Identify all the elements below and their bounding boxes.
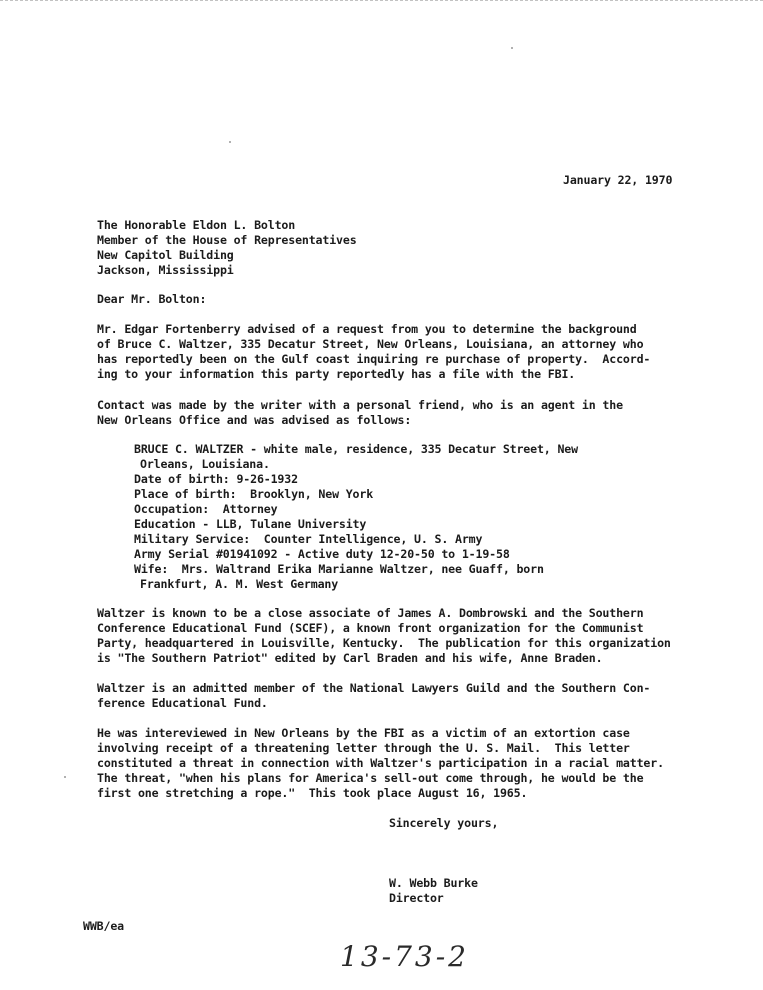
paragraph-line: New Orleans Office and was advised as follows: (97, 413, 412, 427)
paragraph-line: Party, headquartered in Louisville, Kentucky. The publication for this organization (97, 636, 671, 650)
address-line: Member of the House of Representatives (97, 233, 357, 247)
typist-initials: WWB/ea (83, 919, 124, 933)
record-line: Occupation: Attorney (134, 502, 278, 516)
paragraph-line: Waltzer is an admitted member of the National Lawyers Guild and the Southern Con- (97, 681, 651, 695)
address-line: Jackson, Mississippi (97, 263, 234, 277)
paragraph-line: first one stretching a rope." This took place August 16, 1965. (97, 786, 528, 800)
record-line: BRUCE C. WALTZER - white male, residence, 335 Decatur Street, New (134, 442, 578, 456)
paragraph-line: He was intereviewed in New Orleans by the FBI as a victim of an extortion case (97, 726, 630, 740)
paragraph-line: constituted a threat in connection with Waltzer's participation in a racial matter. (97, 756, 664, 770)
record-line: Wife: Mrs. Waltrand Erika Marianne Waltzer, nee Guaff, born (134, 562, 544, 576)
paragraph-line: ing to your information this party reportedly has a file with the FBI. (97, 367, 576, 381)
record-line: Place of birth: Brooklyn, New York (134, 487, 374, 501)
paragraph-line: Waltzer is known to be a close associate of James A. Dombrowski and the Southern (97, 606, 644, 620)
handwritten-file-number: 13-73-2 (340, 940, 469, 973)
page-top-edge (0, 0, 763, 4)
paragraph-line: is "The Southern Patriot" edited by Carl Braden and his wife, Anne Braden. (97, 651, 603, 665)
record-line: Military Service: Counter Intelligence, U. S. Army (134, 532, 483, 546)
scan-speck (511, 47, 513, 49)
record-line: Date of birth: 9-26-1932 (134, 472, 298, 486)
paragraph-line: of Bruce C. Waltzer, 335 Decatur Street, New Orleans, Louisiana, an attorney who (97, 337, 644, 351)
record-line: Army Serial #01941092 - Active duty 12-20-50 to 1-19-58 (134, 547, 510, 561)
paragraph-line: Mr. Edgar Fortenberry advised of a request from you to determine the background (97, 322, 637, 336)
scan-speck (64, 776, 66, 778)
paragraph-line: ference Educational Fund. (97, 696, 268, 710)
scan-speck (229, 141, 231, 143)
paragraph-line: The threat, "when his plans for America's sell-out come through, he would be the (97, 771, 644, 785)
signer-name: W. Webb Burke (389, 876, 478, 890)
closing: Sincerely yours, (389, 816, 499, 830)
record-line: Orleans, Louisiana. (140, 457, 270, 471)
paragraph-line: Conference Educational Fund (SCEF), a known front organization for the Communist (97, 621, 644, 635)
paragraph-line: involving receipt of a threatening letter through the U. S. Mail. This letter (97, 741, 630, 755)
record-line: Education - LLB, Tulane University (134, 517, 367, 531)
address-line: New Capitol Building (97, 248, 234, 262)
address-line: The Honorable Eldon L. Bolton (97, 218, 296, 232)
salutation: Dear Mr. Bolton: (97, 292, 207, 306)
signer-title: Director (389, 891, 444, 905)
letter-date: January 22, 1970 (563, 173, 673, 187)
paragraph-line: has reportedly been on the Gulf coast inquiring re purchase of property. Accord- (97, 352, 651, 366)
record-line: Frankfurt, A. M. West Germany (140, 577, 339, 591)
paragraph-line: Contact was made by the writer with a personal friend, who is an agent in the (97, 398, 623, 412)
